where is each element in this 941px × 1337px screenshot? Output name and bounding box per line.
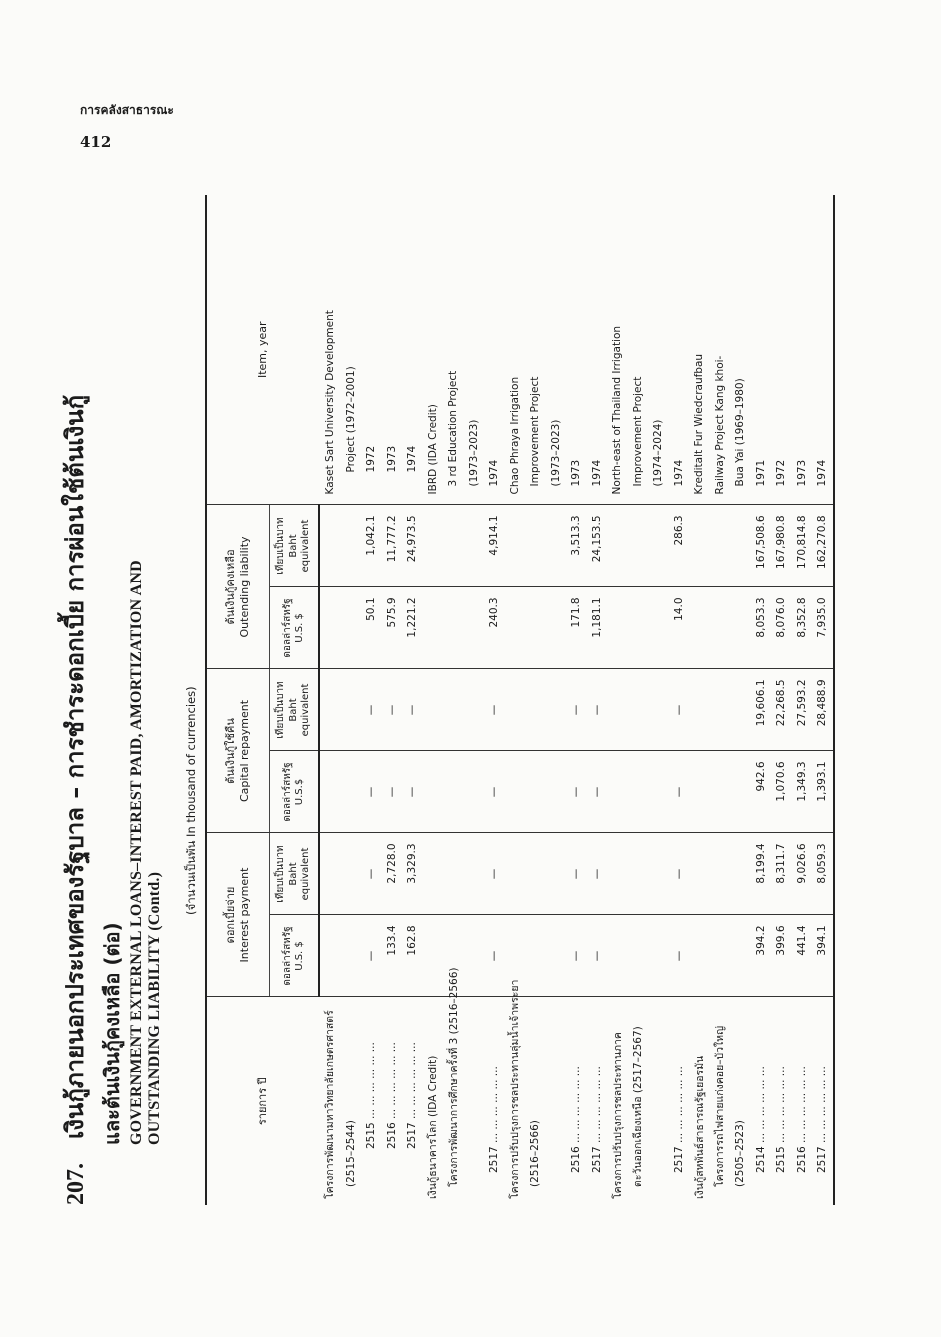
capital-baht-cell [628,669,649,751]
interest-usd-cell: — [587,915,608,997]
table-row [730,195,751,1205]
interest-usd-cell [730,915,751,997]
page-number: 412 [80,133,112,151]
outstanding-baht-cell: 24,973.5 [402,505,423,587]
table-row [771,195,792,1205]
interest-baht-cell [730,833,751,915]
outstanding-baht-cell: 4,914.1 [484,505,505,587]
item-english-cell: 1973 [566,195,587,505]
interest-baht-cell: 8,059.3 [812,833,834,915]
capital-usd-cell [628,751,649,833]
outstanding-usd-cell [464,587,485,669]
capital-usd-cell [730,751,751,833]
item-thai-cell: 2515 ... ... ... ... ... ... [365,1042,378,1149]
capital-baht-cell [525,669,546,751]
interest-usd-cell [319,915,341,997]
interest-usd-cell: 162.8 [402,915,423,997]
outstanding-baht-cell [423,505,444,587]
table-title-block [55,205,164,1205]
table-row [319,195,341,1205]
table-row [402,195,423,1205]
interest-baht-cell [689,833,710,915]
capital-baht-cell: — [587,669,608,751]
header-outstanding-baht: เทียบเป็นบาท Baht equivalent [270,505,320,587]
outstanding-usd-cell [607,587,628,669]
interest-usd-cell [648,915,669,997]
interest-usd-cell: — [669,915,690,997]
capital-baht-cell [423,669,444,751]
item-thai-cell: โครงการรถไฟสายแก่งคอย–บัวใหญ่ [714,1025,727,1187]
interest-usd-cell: — [484,915,505,997]
header-interest-usd: ดอลล่าร์สหรัฐ U.S. $ [270,915,320,997]
outstanding-usd-cell: 1,181.1 [587,587,608,669]
interest-usd-cell: — [566,915,587,997]
interest-baht-cell [648,833,669,915]
capital-usd-cell [648,751,669,833]
outstanding-baht-cell: 170,814.8 [792,505,813,587]
interest-baht-cell [505,833,526,915]
capital-usd-cell: — [587,751,608,833]
table-row [341,195,362,1205]
table-row [525,195,546,1205]
outstanding-baht-cell [710,505,731,587]
item-english-cell: 1973 [382,195,403,505]
item-thai-cell: โครงการปรับปรุงการชลประทานภาค [611,1032,624,1199]
outstanding-baht-cell: 24,153.5 [587,505,608,587]
interest-baht-cell [464,833,485,915]
interest-baht-cell: 8,311.7 [771,833,792,915]
header-interest: ดอกเบี้ยจ่าย Interest payment [206,833,270,997]
rotated-table-sheet [55,195,875,1205]
interest-usd-cell [423,915,444,997]
capital-usd-cell [319,751,341,833]
item-english-cell: 1974 [669,195,690,505]
capital-usd-cell [341,751,362,833]
capital-usd-cell: — [382,751,403,833]
interest-usd-cell [341,915,362,997]
item-thai-cell: เงินกู้ธนาคารโลก (IDA Credit) [427,1055,440,1199]
outstanding-baht-cell [525,505,546,587]
table-row [689,195,710,1205]
item-thai-cell: โครงการปรับปรุงการชลประทานลุ่มน้ำเจ้าพระยา [509,979,522,1199]
capital-usd-cell [607,751,628,833]
item-thai-cell: ตะวันออกเฉียงเหนือ (2517–2567) [632,1026,645,1187]
table-row [423,195,444,1205]
capital-baht-cell: — [382,669,403,751]
item-english-cell: 1974 [812,195,834,505]
outstanding-baht-cell: 167,508.6 [751,505,772,587]
capital-usd-cell [423,751,444,833]
interest-baht-cell: — [669,833,690,915]
interest-baht-cell [423,833,444,915]
capital-baht-cell [319,669,341,751]
capital-usd-cell: — [484,751,505,833]
capital-usd-cell: — [361,751,382,833]
table-row [566,195,587,1205]
capital-usd-cell: — [669,751,690,833]
item-thai-cell [546,997,567,1205]
item-thai-cell: 2516 ... ... ... ... ... ... [385,1042,398,1149]
outstanding-baht-cell [689,505,710,587]
item-english-cell: (1973–2023) [546,195,567,505]
interest-baht-cell [607,833,628,915]
item-english-cell: Improvement Project [525,195,546,505]
table-row [443,195,464,1205]
interest-baht-cell: 8,199.4 [751,833,772,915]
interest-usd-cell [689,915,710,997]
capital-baht-cell [689,669,710,751]
outstanding-usd-cell: 1,221.2 [402,587,423,669]
capital-baht-cell [341,669,362,751]
item-thai-cell: 2516 ... ... ... ... ... ... [570,1066,583,1173]
capital-baht-cell: 27,593.2 [792,669,813,751]
capital-baht-cell [464,669,485,751]
loans-table [205,195,835,1205]
header-item-english: Item, year [206,195,319,505]
outstanding-baht-cell [505,505,526,587]
interest-baht-cell [525,833,546,915]
item-english-cell: Improvement Project [628,195,649,505]
interest-usd-cell [546,915,567,997]
outstanding-usd-cell [341,587,362,669]
capital-usd-cell [710,751,731,833]
capital-usd-cell: — [566,751,587,833]
interest-baht-cell: — [361,833,382,915]
item-thai-cell: 2517 ... ... ... ... ... ... [488,1066,501,1173]
item-thai-cell: 2517 ... ... ... ... ... ... [812,997,834,1205]
capital-usd-cell: 1,393.1 [812,751,834,833]
outstanding-usd-cell: 50.1 [361,587,382,669]
item-english-cell: Kreditalt Fur Wiedcraufbau [689,195,710,505]
item-thai-cell: (2505–2523) [734,1120,747,1187]
table-number: 207. [63,1163,89,1205]
outstanding-baht-cell: 167,980.8 [771,505,792,587]
outstanding-baht-cell: 162,270.8 [812,505,834,587]
table-row [484,195,505,1205]
capital-usd-cell: 1,349.3 [792,751,813,833]
outstanding-baht-cell: 11,777.2 [382,505,403,587]
interest-usd-cell [710,915,731,997]
outstanding-usd-cell [689,587,710,669]
capital-usd-cell: 942.6 [751,751,772,833]
interest-baht-cell: — [587,833,608,915]
item-english-cell: (1973–2023) [464,195,485,505]
capital-usd-cell [525,751,546,833]
interest-usd-cell [525,915,546,997]
item-english-cell: 1972 [771,195,792,505]
table-row [792,195,813,1205]
interest-baht-cell [319,833,341,915]
interest-usd-cell [464,915,485,997]
interest-baht-cell [341,833,362,915]
interest-usd-cell: 441.4 [792,915,813,997]
item-thai-cell: 2514 ... ... ... ... ... ... [754,1066,767,1173]
title-english-line2: OUTSTANDING LIABILITY (Contd.) [146,871,163,1145]
outstanding-usd-cell [730,587,751,669]
table-row [812,195,834,1205]
item-thai-cell: 2517 ... ... ... ... ... ... [406,1042,419,1149]
outstanding-baht-cell [546,505,567,587]
interest-usd-cell: 394.1 [812,915,834,997]
item-english-cell: 1974 [402,195,423,505]
outstanding-baht-cell [628,505,649,587]
item-thai-cell [464,997,485,1205]
interest-baht-cell [546,833,567,915]
outstanding-baht-cell [648,505,669,587]
outstanding-usd-cell: 8,076.0 [771,587,792,669]
item-english-cell: North-east of Thailand Irrigation [607,195,628,505]
interest-usd-cell [607,915,628,997]
outstanding-usd-cell [443,587,464,669]
capital-baht-cell: 28,488.9 [812,669,834,751]
capital-baht-cell [505,669,526,751]
item-thai-cell: โครงการพัฒนาการศึกษาครั้งที่ 3 (2516–2566) [447,967,460,1187]
outstanding-usd-cell: 171.8 [566,587,587,669]
interest-usd-cell [628,915,649,997]
item-english-cell: Chao Phraya Irrigation [505,195,526,505]
table-row [382,195,403,1205]
capital-baht-cell [546,669,567,751]
capital-baht-cell [443,669,464,751]
outstanding-baht-cell [443,505,464,587]
item-english-cell: IBRD (IDA Credit) [423,195,444,505]
outstanding-usd-cell: 7,935.0 [812,587,834,669]
capital-baht-cell: — [669,669,690,751]
item-thai-cell: 2517 ... ... ... ... ... ... [590,1066,603,1173]
capital-baht-cell: — [361,669,382,751]
table-row [669,195,690,1205]
unit-note: (จำนวนเป็นพัน In thousand of currencies) [184,686,198,915]
interest-usd-cell: — [361,915,382,997]
table-row [546,195,567,1205]
outstanding-baht-cell: 1,042.1 [361,505,382,587]
outstanding-usd-cell [648,587,669,669]
item-english-cell: Railway Project Kang khoi- [710,195,731,505]
interest-usd-cell: 394.2 [751,915,772,997]
outstanding-usd-cell [710,587,731,669]
item-thai-cell: 2516 ... ... ... ... ... ... [795,1066,808,1173]
item-thai-cell: เงินกู้สหพันธ์สาธารณรัฐเยอรมัน [693,1055,706,1199]
outstanding-usd-cell [319,587,341,669]
capital-baht-cell: — [402,669,423,751]
item-english-cell: Kaset Sart University Development [319,195,341,505]
item-english-cell: 1972 [361,195,382,505]
table-row [648,195,669,1205]
capital-usd-cell [464,751,485,833]
outstanding-usd-cell: 8,053.3 [751,587,772,669]
item-english-cell: 1974 [484,195,505,505]
outstanding-usd-cell: 8,352.8 [792,587,813,669]
outstanding-usd-cell [423,587,444,669]
interest-usd-cell: 133.4 [382,915,403,997]
item-english-cell: (1974–2024) [648,195,669,505]
capital-usd-cell: — [402,751,423,833]
item-thai-cell [648,997,669,1205]
capital-usd-cell [689,751,710,833]
capital-baht-cell: — [484,669,505,751]
interest-usd-cell: 399.6 [771,915,792,997]
interest-baht-cell: 2,728.0 [382,833,403,915]
table-row [361,195,382,1205]
interest-baht-cell: — [566,833,587,915]
capital-usd-cell [546,751,567,833]
table-row [628,195,649,1205]
outstanding-baht-cell [319,505,341,587]
interest-baht-cell: 9,026.6 [792,833,813,915]
title-thai-line2: และต้นเงินกู้คงเหลือ (ต่อ) [100,922,124,1145]
interest-baht-cell [628,833,649,915]
header-capital-usd: ดอลล่าร์สหรัฐ U.S.$ [270,751,320,833]
table-row [587,195,608,1205]
table-row [710,195,731,1205]
interest-baht-cell: 3,329.3 [402,833,423,915]
outstanding-usd-cell: 14.0 [669,587,690,669]
capital-usd-cell: 1,070.6 [771,751,792,833]
outstanding-usd-cell [628,587,649,669]
header-item-thai: รายการ ปี [206,997,319,1205]
item-english-cell: 3 rd Education Project [443,195,464,505]
item-english-cell: Project (1972–2001) [341,195,362,505]
table-row [505,195,526,1205]
outstanding-usd-cell: 575.9 [382,587,403,669]
outstanding-baht-cell: 3,513.3 [566,505,587,587]
outstanding-usd-cell [546,587,567,669]
interest-baht-cell [710,833,731,915]
outstanding-usd-cell: 240.3 [484,587,505,669]
capital-baht-cell: — [566,669,587,751]
capital-baht-cell [710,669,731,751]
header-interest-baht: เทียบเป็นบาท Baht equivalent [270,833,320,915]
title-english-line1: GOVERNMENT EXTERNAL LOANS–INTEREST PAID, AMORTIZATION AND [128,560,145,1145]
item-thai-cell: (2516–2566) [529,1120,542,1187]
table-body [319,195,834,1205]
outstanding-usd-cell [525,587,546,669]
item-english-cell: Bua Yai (1969–1980) [730,195,751,505]
interest-baht-cell [443,833,464,915]
interest-baht-cell: — [484,833,505,915]
header-outstanding: ต้นเงินกู้คงเหลือ Outending liability [206,505,270,669]
outstanding-baht-cell [607,505,628,587]
outstanding-baht-cell [341,505,362,587]
item-english-cell: 1974 [587,195,608,505]
capital-usd-cell [443,751,464,833]
capital-usd-cell [505,751,526,833]
capital-baht-cell [607,669,628,751]
item-thai-cell: 2515 ... ... ... ... ... ... [775,1066,788,1173]
capital-baht-cell: 22,268.5 [771,669,792,751]
outstanding-baht-cell: 286.3 [669,505,690,587]
item-thai-cell: (2515–2544) [344,1120,357,1187]
capital-baht-cell: 19,606.1 [751,669,772,751]
capital-baht-cell [648,669,669,751]
table-row [607,195,628,1205]
header-capital-baht: เทียบเป็นบาท Baht equivalent [270,669,320,751]
page-section-header: การคลังสาธารณะ [80,103,174,117]
title-thai-line1 [55,205,94,1205]
item-thai-cell: 2517 ... ... ... ... ... ... [672,1066,685,1173]
item-english-cell: 1973 [792,195,813,505]
outstanding-baht-cell [730,505,751,587]
header-capital: ต้นเงินกู้ใช้คืน Capital repayment [206,669,270,833]
outstanding-usd-cell [505,587,526,669]
title-thai-text: เงินกู้ภายนอกประเทศของรัฐบาล – การชำระดอกเบี้ย การผ่อนใช้ต้นเงินกู้ [61,394,89,1139]
table-row [751,195,772,1205]
table-row [464,195,485,1205]
header-outstanding-usd: ดอลล่าร์สหรัฐ U.S. $ [270,587,320,669]
outstanding-baht-cell [464,505,485,587]
item-english-cell: 1971 [751,195,772,505]
item-thai-cell: โครงการพัฒนามหาวิทยาลัยเกษตรศาสตร์ [324,1010,337,1199]
capital-baht-cell [730,669,751,751]
